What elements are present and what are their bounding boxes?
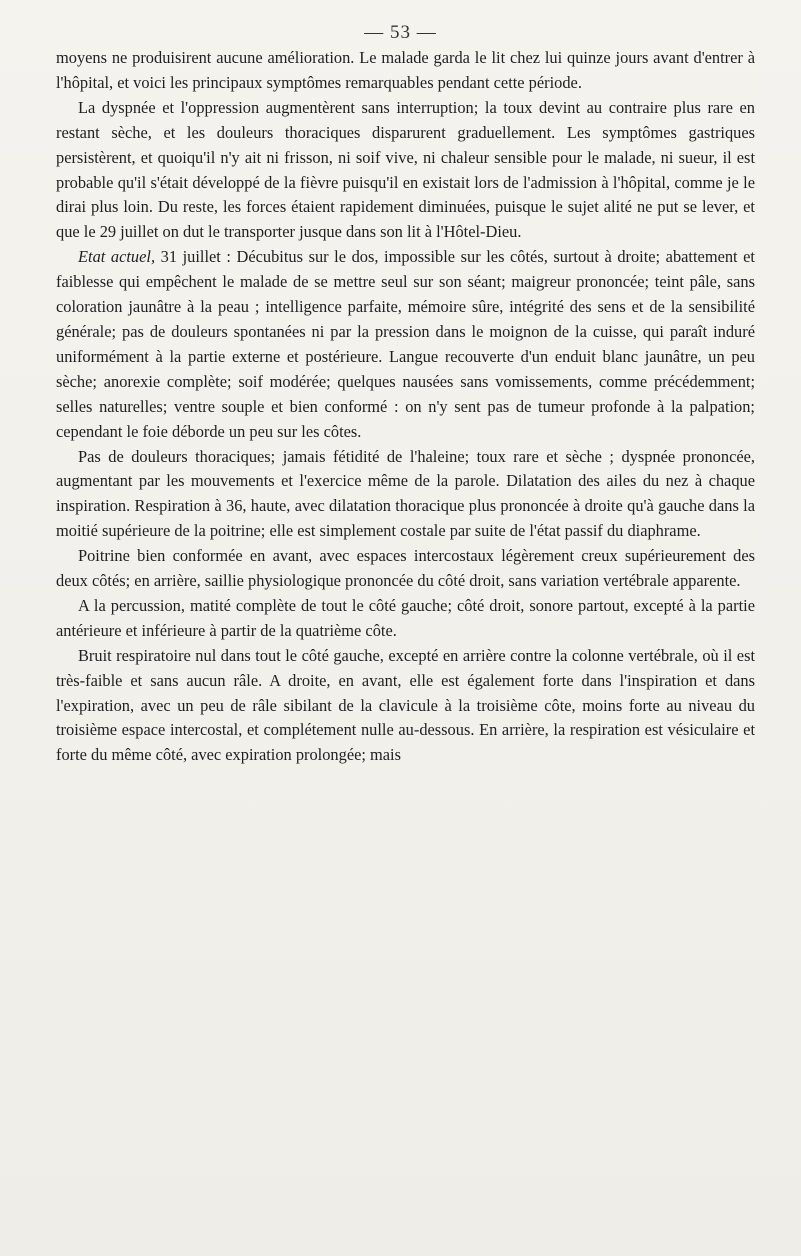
paragraph-1 [56, 46, 755, 96]
paragraph-4-text: Pas de douleurs thoraciques; jamais fétidité de l'haleine; toux rare et sèche ; dyspnée prononcée, augmentant par les mouvements et l'exercice même de la parole. Dilatation des ailes du nez à chaque inspiration. Respiration à 36, haute, avec dilatation thoracique plus prononcée à droite qu'à gauche dans la moitié supérieure de la poitrine; elle est simplement costale par suite de l'état passif du diaphrame. [56, 446, 755, 541]
page-body [56, 46, 755, 768]
paragraph-2 [56, 96, 755, 245]
paragraph-7 [56, 644, 755, 769]
paragraph-5 [56, 544, 755, 594]
paragraph-1-text: moyens ne produisirent aucune amélioration. Le malade garda le lit chez lui quinze jours avant d'entrer à l'hôpital, et voici les principaux symptômes remarquables pendant cette période. [56, 48, 755, 92]
paragraph-7-text: Bruit respiratoire nul dans tout le côté gauche, excepté en arrière contre la colonne vertébrale, où il est très-faible et sans aucun râle. A droite, en avant, elle est également forte dans l'inspiration et dans l'expiration, avec un peu de râle sibilant de la clavicule à la troisième côte, moins forte au niveau du troisième espace intercostal, et complétement nulle au-dessous. En arrière, la respiration est vésiculaire et forte du même côté, avec expiration prolongée; mais [56, 645, 755, 765]
paragraph-6 [56, 594, 755, 644]
paragraph-3-lead: Etat actuel, [78, 247, 156, 267]
paragraph-3-text: 31 juillet : Décubitus sur le dos, impossible sur les côtés, surtout à droite; abattement et faiblesse qui empêchent le malade de se mettre seul sur son séant; maigreur prononcée; teint pâle, sans coloration jaunâtre à la peau ; intelligence parfaite, mémoire sûre, intégrité des sens et de la sensibilité générale; pas de douleurs spontanées ni par la pression dans le moignon de la cuisse, qui paraît induré uniformément à la partie externe et postérieure. Langue recouverte d'un enduit blanc jaunâtre, un peu sèche; anorexie complète; soif modérée; quelques nausées sans vomissements, comme précédemment; selles naturelles; ventre souple et bien conformé : on n'y sent pas de tumeur profonde à la palpation; cependant le foie déborde un peu sur les côtes. [56, 247, 755, 441]
paragraph-2-text: La dyspnée et l'oppression augmentèrent sans interruption; la toux devint au contraire plus rare en restant sèche, et les douleurs thoraciques disparurent graduellement. Les symptômes gastriques persistèrent, et quoiqu'il n'y ait ni frisson, ni soif vive, ni chaleur sensible pour le malade, ni sueur, il est probable qu'il s'était développé de la fièvre puisqu'il en existait lors de l'admission à l'hôpital, comme je le dirai plus loin. Du reste, les forces étaient rapidement diminuées, puisque le sujet alité ne put se lever, et que le 29 juillet on dut le transporter jusque dans son lit à l'Hôtel-Dieu. [56, 97, 755, 242]
paragraph-4 [56, 445, 755, 545]
paragraph-6-text: A la percussion, matité complète de tout le côté gauche; côté droit, sonore partout, excepté à la partie antérieure et inférieure à partir de la quatrième côte. [56, 595, 755, 640]
paragraph-5-text: Poitrine bien conformée en avant, avec espaces intercostaux légèrement creux supérieurement des deux côtés; en arrière, saillie physiologique prononcée du côté droit, sans variation vertébrale apparente. [56, 546, 755, 591]
page-number: — 53 — [364, 22, 437, 43]
paragraph-3 [56, 245, 755, 444]
